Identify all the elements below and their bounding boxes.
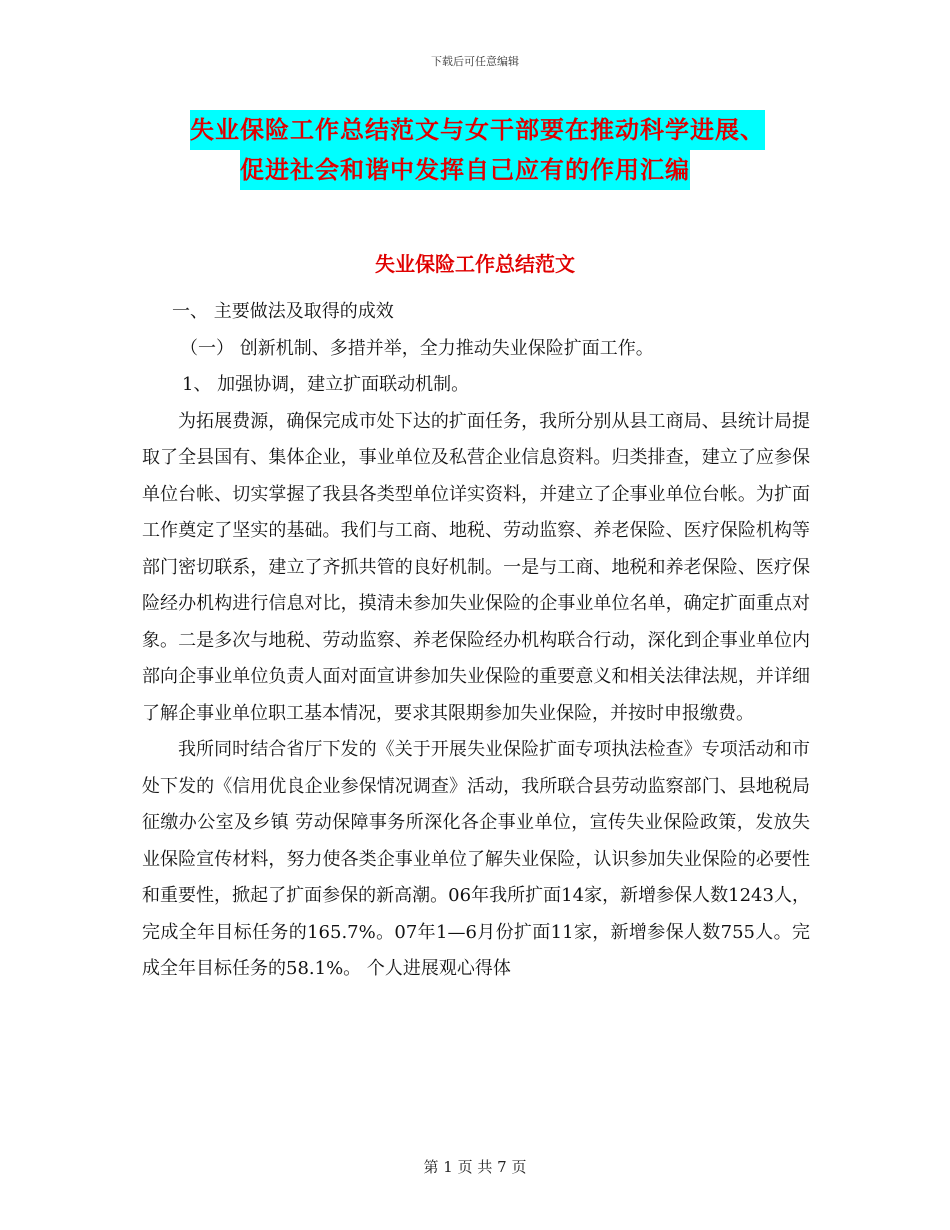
- document-title: [190, 110, 830, 190]
- paragraph-1: 为拓展费源，确保完成市处下达的扩面任务，我所分别从县工商局、县统计局提取了全县国有、集体企业，事业单位及私营企业信息资料。归类排查，建立了应参保单位台帐、切实掌握了我县各类型单位详实资料，并建立了企事业单位台帐。为扩面工作奠定了坚实的基础。我们与工商、地税、劳动监察、养老保险、医疗保险机构等部门密切联系，建立了齐抓共管的良好机制。一是与工商、地税和养老保险、医疗保险经办机构进行信息对比，摸清未参加失业保险的企事业单位名单，确定扩面重点对象。二是多次与地税、劳动监察、养老保险经办机构联合行动，深化到企事业单位内部向企事业单位负责人面对面宣讲参加失业保险的重要意义和相关法律法规，并详细了解企事业单位职工基本情况，要求其限期参加失业保险，并按时申报缴费。: [142, 410, 810, 724]
- document-body: [142, 294, 810, 988]
- paragraph-2: 我所同时结合省厅下发的《关于开展失业保险扩面专项执法检查》专项活动和市处下发的《信用优良企业参保情况调查》活动，我所联合县劳动监察部门、县地税局征缴办公室及乡镇 劳动保障事务所深化各企事业单位，宣传失业保险政策，发放失业保险宣传材料，努力使各类企事业单位了解失业保险，认识参加失业保险的必要性和重要性，掀起了扩面参保的新高潮。06年我所扩面14家，新增参保人数1243人，完成全年目标任务的165.7%。07年1—6月份扩面11家，新增参保人数755人。完成全年目标任务的58.1%。 个人进展观心得体: [142, 739, 810, 979]
- page-number: 第 1 页 共 7 页: [423, 1158, 527, 1176]
- heading-level-3: 1、 加强协调，建立扩面联动机制。: [182, 374, 470, 395]
- heading-level-1: 一、 主要做法及取得的成效: [172, 301, 394, 322]
- title-line-2: 促进社会和谐中发挥自己应有的作用汇编: [240, 150, 690, 190]
- section-title: 失业保险工作总结范文: [375, 252, 575, 276]
- title-line-1: 失业保险工作总结范文与女干部要在推动科学进展、: [190, 110, 765, 150]
- heading-level-2: （一） 创新机制、多措并举，全力推动失业保险扩面工作。: [180, 337, 654, 359]
- download-note: 下载后可任意编辑: [431, 55, 519, 68]
